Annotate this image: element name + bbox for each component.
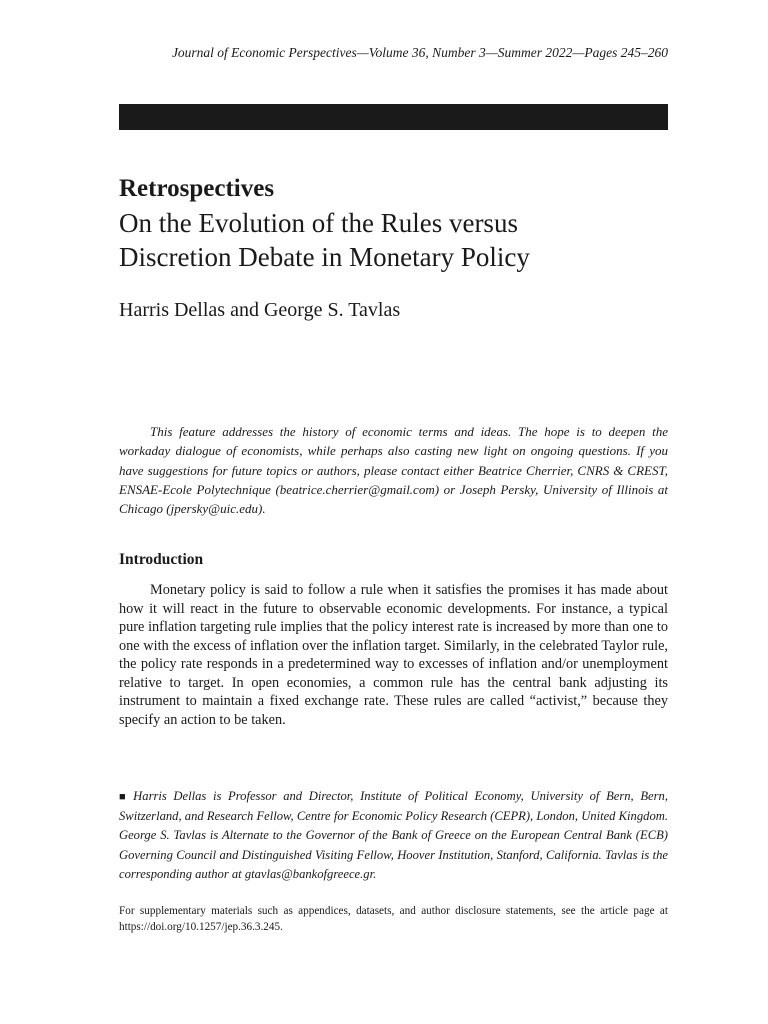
- article-title: [119, 206, 679, 274]
- article-authors: Harris Dellas and George S. Tavlas: [119, 299, 401, 321]
- introduction-heading: Introduction: [119, 551, 204, 568]
- supplementary-materials-note: For supplementary materials such as appendices, datasets, and author disclosure statements, see the article page at https://doi.org/10.1257/jep.36.3.245.: [119, 905, 668, 933]
- journal-citation-line: Journal of Economic Perspectives—Volume 36, Number 3—Summer 2022—Pages 245–260: [171, 45, 668, 60]
- author-footnote-text: Harris Dellas is Professor and Director, Institute of Political Economy, University of Bern, Bern, Switzerland, and Research Fellow, Centre for Economic Policy Research (CEPR), London, United Kingdom. George S. Tavlas is Alternate to the Governor of the Bank of Greece on the European Central Bank (ECB) Governing Council and Distinguished Visiting Fellow, Hoover Institution, Stanford, California. Tavlas is the corresponding author at gtavlas@bankofgreece.gr.: [119, 789, 668, 881]
- feature-note: This feature addresses the history of economic terms and ideas. The hope is to deepen the workaday dialogue of economists, while perhaps also casting new light on ongoing questions. If you have suggestions for future topics or authors, please contact either Beatrice Cherrier, CNRS & CREST, ENSAE-Ecole Polytechnique (beatrice.cherrier@gmail.com) or Joseph Persky, University of Illinois at Chicago (jpersky@uic.edu).: [119, 424, 668, 517]
- article-title-line-2: Discretion Debate in Monetary Policy: [119, 242, 530, 272]
- author-footnote: [119, 787, 668, 884]
- footnote-bullet-icon: ■: [119, 791, 130, 803]
- section-label: Retrospectives: [119, 175, 275, 202]
- introduction-paragraph: Monetary policy is said to follow a rule when it satisfies the promises it has made about how it will react in the future to observable economic developments. For instance, a typical pure inflation targeting rule implies that the policy interest rate is increased by more than one to one with the excess of inflation over the inflation target. Similarly, in the celebrated Taylor rule, the policy rate responds in a predetermined way to excesses of inflation and/or unemployment relative to target. In open economies, a common rule has the central bank adjusting its instrument to maintain a fixed exchange rate. These rules are called “activist,” because they specify an action to be taken.: [119, 582, 668, 728]
- article-title-line-1: On the Evolution of the Rules versus: [119, 208, 518, 238]
- header-bar: [119, 104, 668, 130]
